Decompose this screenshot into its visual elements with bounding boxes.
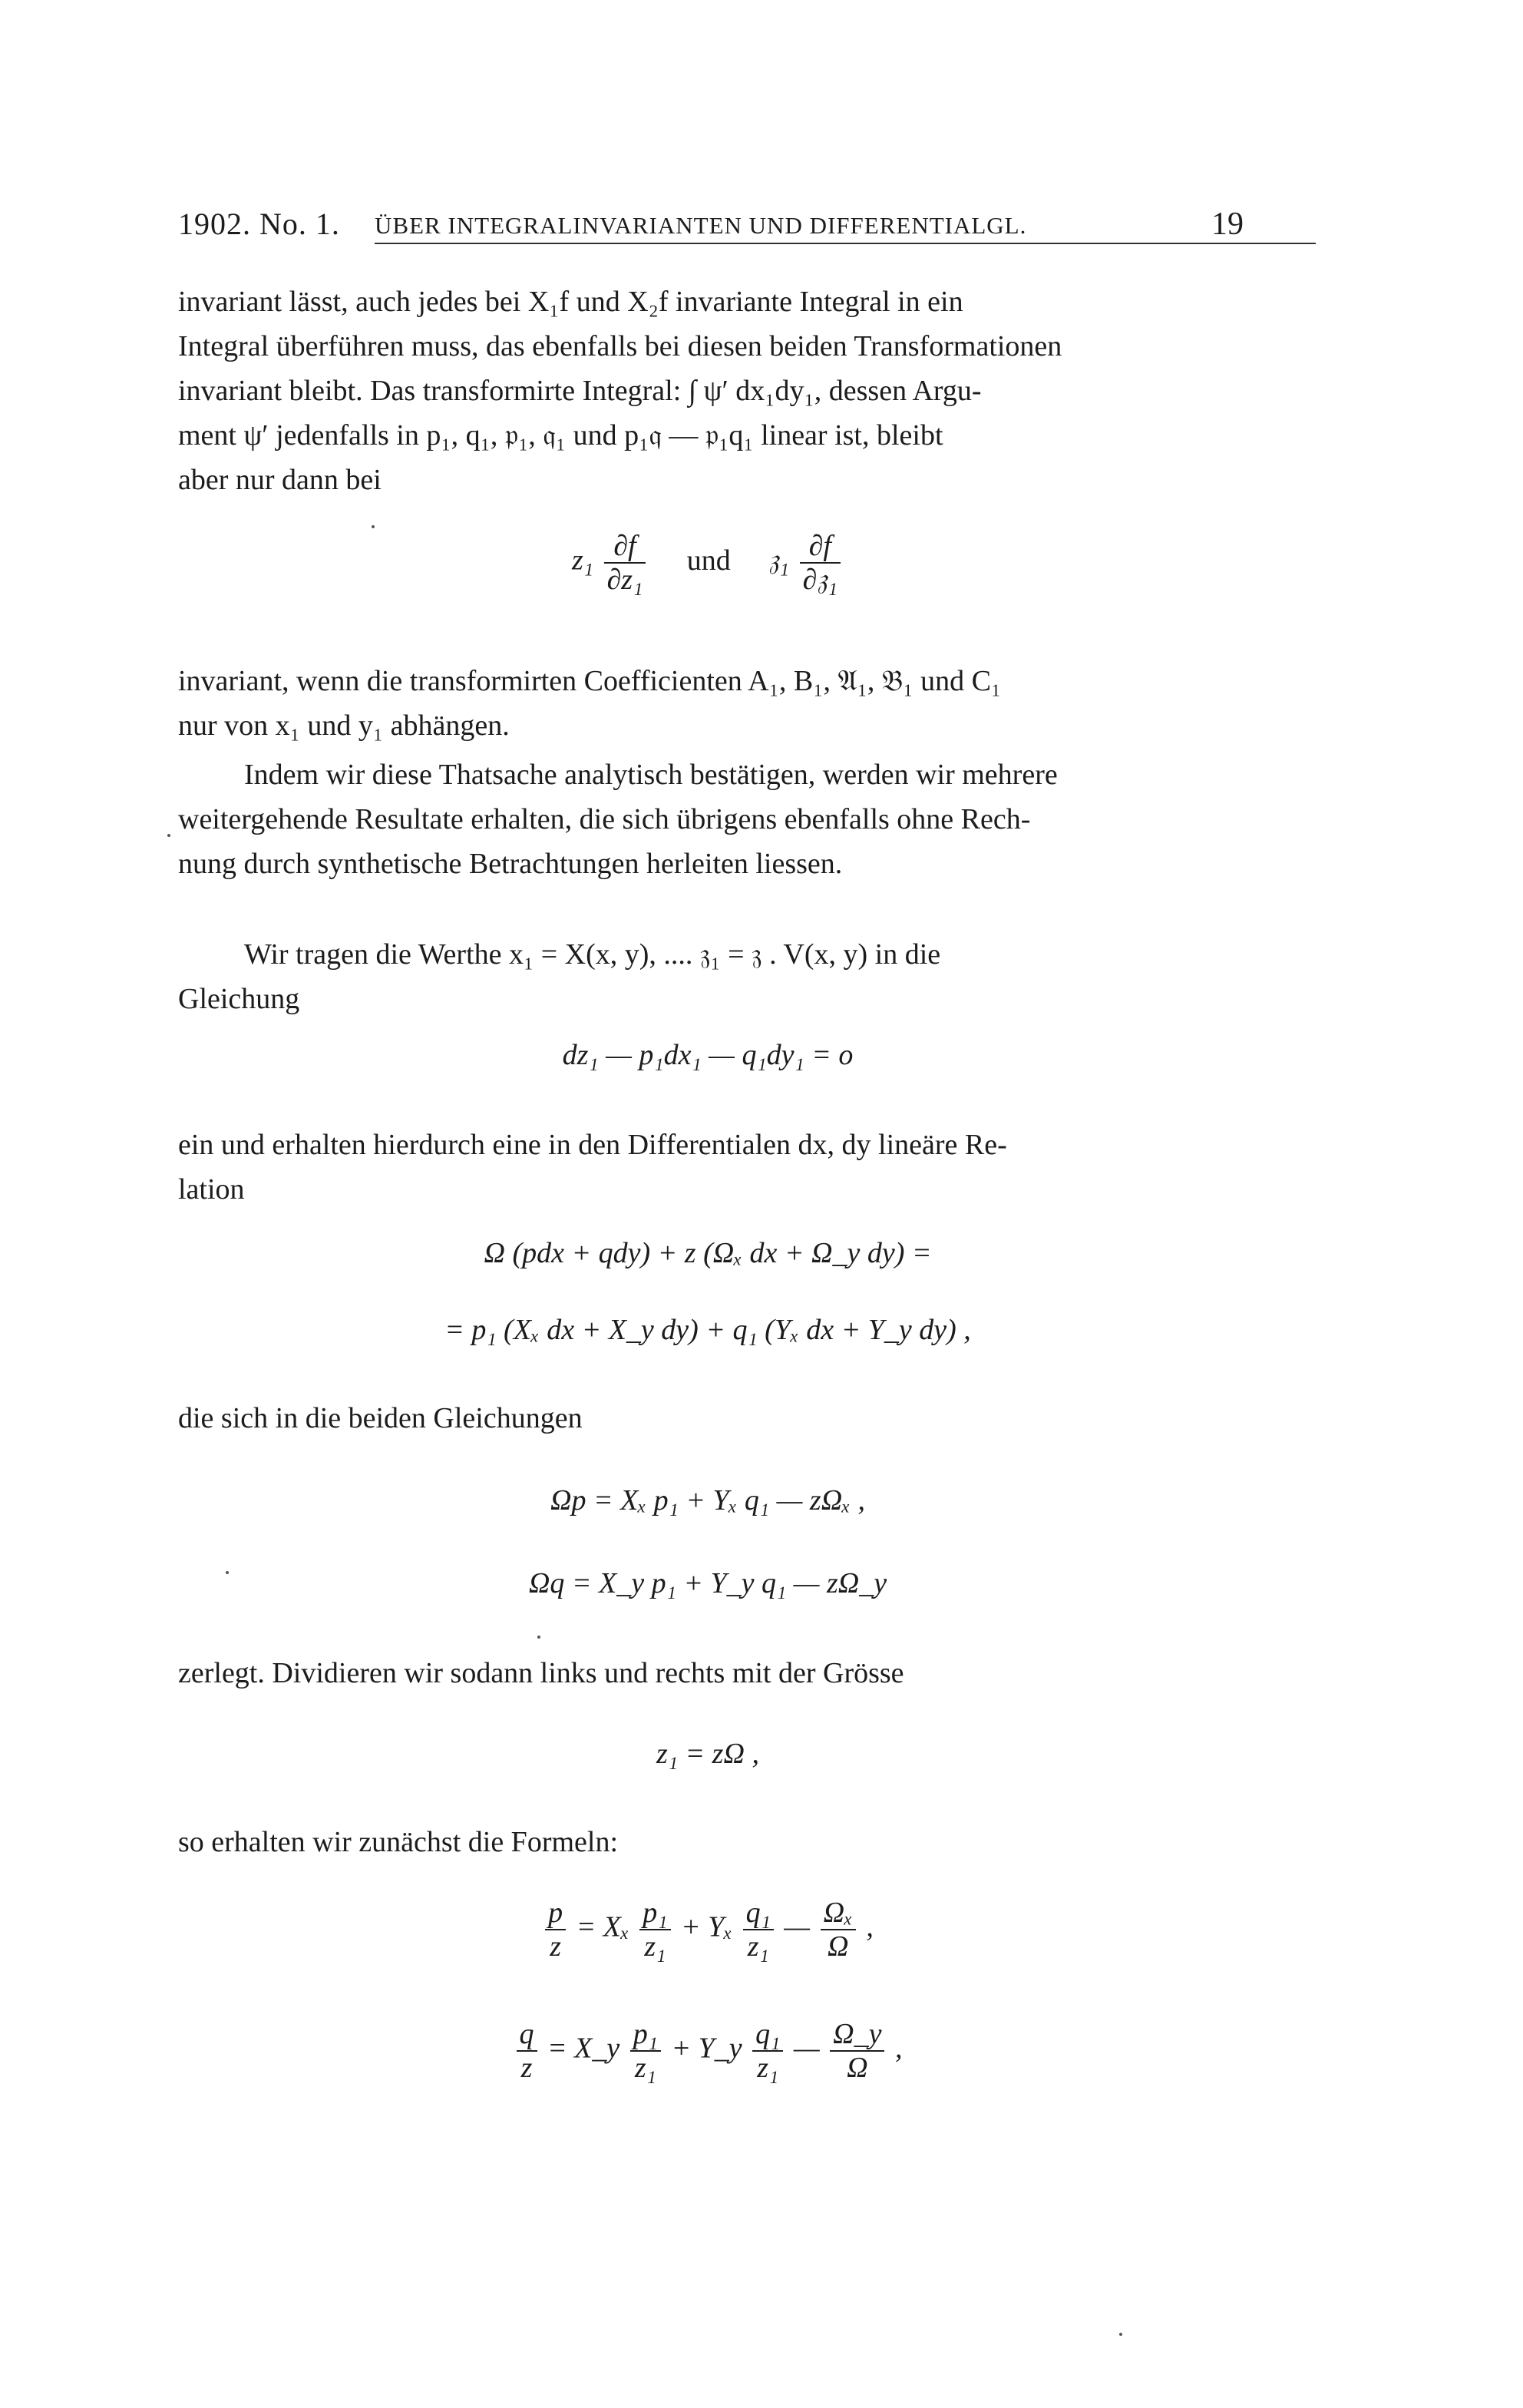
text-line: Indem wir diese Thatsache analytisch bestätigen, werden wir mehrere	[244, 759, 1058, 791]
fraction-numerator: ∂f	[800, 530, 841, 564]
text-line: die sich in die beiden Gleichungen	[178, 1402, 583, 1434]
fraction	[545, 1897, 566, 1963]
fraction-denominator: z	[550, 1930, 562, 1963]
fraction	[743, 1897, 774, 1963]
paragraph-8	[178, 1820, 1237, 1864]
equation-relation-rhs: = p₁ (Xₓ dx + X_y dy) + q₁ (Yₓ dx + Y_y dy) ,	[444, 1314, 971, 1346]
text-line: aber nur dann bei	[178, 464, 382, 496]
eq-coef: z₁	[572, 544, 594, 577]
fraction-denominator: Ω	[847, 2052, 868, 2084]
fraction-denominator: z₁	[747, 1930, 769, 1963]
fraction-denominator: ∂𝔷₁	[802, 564, 837, 596]
text-line: zerlegt. Dividieren wir sodann links und rechts mit der Grösse	[178, 1657, 904, 1689]
eq-term: + Yₓ	[681, 1910, 733, 1943]
fraction-numerator: q₁	[743, 1897, 774, 1930]
fraction-denominator: z	[520, 2052, 533, 2084]
equation-z1: z₁ = zΩ ,	[656, 1738, 759, 1770]
fraction	[630, 2018, 661, 2084]
print-speck	[1119, 2333, 1122, 2336]
text-line: so erhalten wir zunächst die Formeln:	[178, 1826, 619, 1858]
paragraph-4	[178, 932, 1237, 1021]
text-line: nung durch synthetische Betrachtungen herleiten liessen.	[178, 848, 843, 880]
fraction	[517, 2018, 537, 2084]
header-title: ÜBER INTEGRALINVARIANTEN UND DIFFERENTIALGL.	[375, 212, 1027, 239]
fraction-numerator: p₁	[639, 1897, 670, 1930]
paragraph-7	[178, 1651, 1237, 1695]
eq-term: ,	[866, 1910, 874, 1943]
print-speck	[226, 1571, 229, 1574]
fraction	[752, 2018, 783, 2084]
text-line: invariant lässt, auch jedes bei X₁f und X₂f invariante Integral in ein	[178, 286, 963, 318]
fraction-numerator: q	[517, 2018, 537, 2052]
text-line: lation	[178, 1173, 245, 1206]
paragraph-5	[178, 1123, 1237, 1212]
fraction-numerator: ∂f	[604, 530, 646, 564]
equation-partials	[178, 530, 1237, 596]
fraction	[604, 530, 646, 596]
equation-q-over-z	[178, 2018, 1237, 2084]
eq-term: ,	[894, 2032, 903, 2065]
text-line: invariant, wenn die transformirten Coefficienten A₁, B₁, 𝔄₁, 𝔅₁ und C₁	[178, 665, 1002, 697]
text-line: ment ψ′ jedenfalls in p₁, q₁, 𝔭₁, 𝔮₁ und p₁𝔮 — 𝔭₁q₁ linear ist, bleibt	[178, 419, 943, 452]
eq-term: —	[784, 1910, 811, 1943]
fraction-numerator: Ωₓ	[821, 1897, 856, 1930]
text-line: Wir tragen die Werthe x₁ = X(x, y), .... 𝔷₁ = 𝔷 . V(x, y) in die	[244, 938, 941, 971]
running-header	[178, 201, 1244, 244]
text-line: Gleichung	[178, 983, 300, 1015]
paragraph-6	[178, 1396, 1237, 1440]
equation-relation-lhs: Ω (pdx + qdy) + z (Ωₓ dx + Ω_y dy) =	[484, 1237, 932, 1269]
fraction-numerator: q₁	[752, 2018, 783, 2052]
text-line: ein und erhalten hierdurch eine in den Differentialen dx, dy lineäre Re-	[178, 1129, 1007, 1161]
fraction	[830, 2018, 884, 2084]
print-speck	[167, 834, 170, 837]
paragraph-2	[178, 659, 1237, 748]
fraction	[639, 1897, 670, 1963]
header-rule	[375, 243, 1316, 244]
fraction-numerator: Ω_y	[830, 2018, 884, 2052]
equation-p-over-z	[178, 1897, 1237, 1963]
print-speck	[372, 525, 375, 528]
text-line: Integral überführen muss, das ebenfalls bei diesen beiden Transformationen	[178, 330, 1062, 362]
paragraph-3	[178, 752, 1237, 886]
fraction-numerator: p₁	[630, 2018, 661, 2052]
equation-p: Ωp = Xₓ p₁ + Yₓ q₁ — zΩₓ ,	[550, 1484, 865, 1517]
fraction-denominator: ∂z₁	[606, 564, 643, 596]
fraction	[800, 530, 841, 596]
page-number: 19	[1211, 207, 1244, 242]
eq-term: = Xₓ	[576, 1910, 629, 1943]
fraction-denominator: z₁	[757, 2052, 779, 2084]
fraction-denominator: z₁	[644, 1930, 666, 1963]
eq-term: = X_y	[547, 2032, 620, 2065]
text-line: invariant bleibt. Das transformirte Integral: ∫ ψ′ dx₁dy₁, dessen Argu-	[178, 375, 982, 407]
text-line: weitergehende Resultate erhalten, die sich übrigens ebenfalls ohne Rech-	[178, 803, 1031, 835]
equation-q: Ωq = X_y p₁ + Y_y q₁ — zΩ_y	[528, 1567, 887, 1599]
eq-coef: 𝔷₁	[768, 544, 789, 577]
eq-term: + Y_y	[671, 2032, 742, 2065]
fraction-numerator: p	[545, 1897, 566, 1930]
eq-connector: und	[686, 544, 731, 577]
text-line: nur von x₁ und y₁ abhängen.	[178, 710, 510, 742]
header-year-number: 1902. No. 1.	[178, 207, 340, 241]
print-speck	[537, 1636, 540, 1639]
paragraph-1	[178, 280, 1237, 502]
fraction-denominator: Ω	[827, 1930, 849, 1963]
equation-pfaff: dz₁ — p₁dx₁ — q₁dy₁ = o	[562, 1039, 854, 1071]
fraction	[821, 1897, 856, 1963]
fraction-denominator: z₁	[634, 2052, 656, 2084]
eq-term: —	[793, 2032, 820, 2065]
